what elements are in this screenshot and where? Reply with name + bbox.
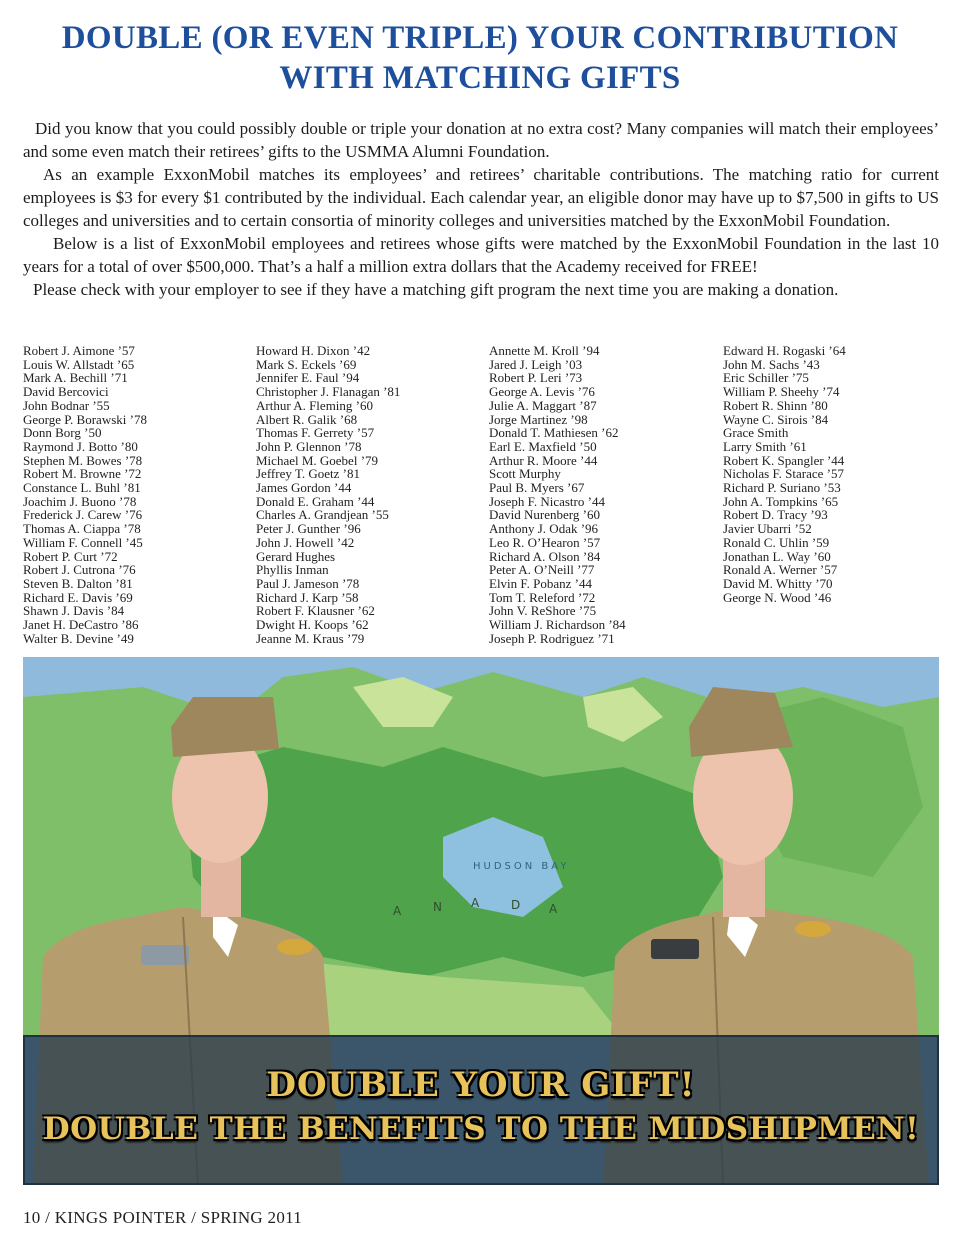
donor-name: Robert D. Tracy ’93 [723,507,828,523]
paragraph-intro: Did you know that you could possibly double or triple your donation at no extra cost? Many companies will match their employees’ and some even match their retirees’ gifts to the USMMA Alumni Foundation. [23,119,939,161]
donor-name: Christopher J. Flanagan ’81 [256,384,401,400]
donor-name: John P. Glennon ’78 [256,438,362,454]
donor-name: David M. Whitty ’70 [723,575,833,591]
page-footer: 10 / KINGS POINTER / SPRING 2011 [23,1208,303,1227]
donor-name: Richard A. Olson ’84 [489,548,601,564]
donor-name: William J. Richardson ’84 [489,617,626,633]
donor-name: Stephen M. Bowes ’78 [23,452,143,468]
map-label-letter: A [549,902,558,916]
insignia-pin-right [795,921,831,937]
donor-name: Steven B. Dalton ’81 [23,575,133,591]
call-to-action-banner [23,1035,939,1185]
donor-name: Shawn J. Davis ’84 [23,603,125,619]
map-label-letter: A [393,904,402,918]
donor-name: Jennifer E. Faul ’94 [256,370,360,386]
donor-name: Louis W. Allstadt ’65 [23,356,135,372]
donor-name: Ronald C. Uhlin ’59 [723,534,830,550]
donor-name: Ronald A. Werner ’57 [723,562,838,578]
donor-name: Peter J. Gunther ’96 [256,521,361,537]
donor-name: David Nurenberg ’60 [489,507,600,523]
donor-name: Robert J. Aimone ’57 [23,343,135,358]
donor-name: Annette M. Kroll ’94 [489,343,600,358]
donor-name: Richard E. Davis ’69 [23,589,133,605]
donor-name: Charles A. Grandjean ’55 [256,507,389,523]
donor-name: Robert M. Browne ’72 [23,466,142,482]
donor-column-4 [723,344,846,604]
donor-column-2 [256,344,400,645]
donor-name: Edward H. Rogaski ’64 [723,343,846,358]
donor-name: William F. Connell ’45 [23,534,143,550]
name-tag-left [141,945,189,965]
donor-name: Mark A. Bechill ’71 [23,370,128,386]
donor-name: Robert P. Leri ’73 [489,370,583,386]
donor-name: Jared J. Leigh ’03 [489,356,583,372]
donor-name: Walter B. Devine ’49 [23,630,134,646]
donor-name: Constance L. Buhl ’81 [23,480,141,496]
donor-name: Dwight H. Koops ’62 [256,617,369,633]
donor-name: Janet H. DeCastro ’86 [23,617,139,633]
donor-name: Scott Murphy [489,466,561,482]
donor-name: Donald E. Graham ’44 [256,493,375,509]
paragraph-call-to-action: Please check with your employer to see if they have a matching gift program the next time you are making a donation. [33,280,839,299]
map-label-letter: D [511,898,521,912]
donor-name: Michael M. Goebel ’79 [256,452,379,468]
midshipmen-photo [23,657,939,1185]
donor-name: John Bodnar ’55 [23,397,110,413]
insignia-pin-left [277,939,313,955]
donor-name: Joachim J. Buono ’78 [23,493,137,509]
map-label-letter: N [433,900,442,914]
name-tag-right [651,939,699,959]
donor-column-3 [489,344,626,645]
donor-name: John A. Tompkins ’65 [723,493,839,509]
donor-name: Eric Schiller ’75 [723,370,809,386]
donor-name: Phyllis Inman [256,562,329,578]
donor-name: Thomas F. Gerrety ’57 [256,425,375,441]
donor-name: James Gordon ’44 [256,480,352,496]
donor-name: Jorge Martinez ’98 [489,411,588,427]
donor-name: Grace Smith [723,425,789,441]
donor-name: Joseph F. Nicastro ’44 [489,493,605,509]
donor-name: George A. Levis ’76 [489,384,595,400]
paragraph-list-intro: Below is a list of ExxonMobil employees and retirees whose gifts were matched by the ExxonMobil Foundation in the last 10 years for a total of over $500,000. That’s a half a million extra dollars that the Academy received for FREE! [23,234,939,276]
donor-name: Richard P. Suriano ’53 [723,480,841,496]
donor-name: Arthur R. Moore ’44 [489,452,598,468]
donor-name: Paul B. Myers ’67 [489,480,585,496]
donor-name: Robert R. Shinn ’80 [723,397,828,413]
map-label-hudson-bay: HUDSON BAY [473,861,570,872]
donor-name: Jeanne M. Kraus ’79 [256,630,365,646]
donor-name: Wayne C. Sirois ’84 [723,411,829,427]
donor-column-1 [23,344,147,645]
donor-name: Richard J. Karp ’58 [256,589,359,605]
donor-name: Tom T. Releford ’72 [489,589,596,605]
donor-name: Larry Smith ’61 [723,438,807,454]
donor-name: Jonathan L. Way ’60 [723,548,831,564]
donor-name: Joseph P. Rodriguez ’71 [489,630,615,646]
donor-name: Mark S. Eckels ’69 [256,356,357,372]
donor-name: George N. Wood ’46 [723,589,832,605]
donor-name: Gerard Hughes [256,548,336,564]
page-title-line-1: DOUBLE (OR EVEN TRIPLE) YOUR CONTRIBUTION [61,20,899,56]
banner-headline: DOUBLE YOUR GIFT! [266,1065,696,1105]
page-title-line-2: WITH MATCHING GIFTS [279,60,681,96]
donor-name: Thomas A. Ciappa ’78 [23,521,141,537]
donor-name: David Bercovici [23,384,109,400]
donor-name: Robert F. Klausner ’62 [256,603,375,619]
donor-name: George P. Borawski ’78 [23,411,147,427]
page-title [0,18,960,98]
map-label-letter: A [471,896,480,910]
donor-name: Leo R. O’Hearon ’57 [489,534,601,550]
donor-name: Robert K. Spangler ’44 [723,452,845,468]
donor-name: John J. Howell ’42 [256,534,355,550]
donor-name: Arthur A. Fleming ’60 [256,397,373,413]
donor-name: Jeffrey T. Goetz ’81 [256,466,360,482]
donor-name: Javier Ubarri ’52 [723,521,812,537]
donor-name: Robert J. Cutrona ’76 [23,562,136,578]
donor-name: Paul J. Jameson ’78 [256,575,360,591]
donor-name-list [0,344,960,649]
donor-name: Albert R. Galik ’68 [256,411,358,427]
donor-name: Howard H. Dixon ’42 [256,343,371,358]
donor-name: Peter A. O’Neill ’77 [489,562,595,578]
banner-subheadline: DOUBLE THE BENEFITS TO THE MIDSHIPMEN! [42,1111,920,1147]
donor-name: John M. Sachs ’43 [723,356,820,372]
paragraph-example: As an example ExxonMobil matches its employees’ and retirees’ charitable contributions. The matching ratio for current employees is $3 for every $1 contributed by the individual. Each calendar year, an eligible donor may have up to $7,500 in gifts to US colleges and universities and to certain consortia of minority colleges and universities matched by the ExxonMobil Foundation. [23,165,939,230]
article-body [23,117,939,301]
donor-name: Raymond J. Botto ’80 [23,438,138,454]
donor-name: Julie A. Maggart ’87 [489,397,597,413]
donor-name: Donald T. Mathiesen ’62 [489,425,619,441]
donor-name: John V. ReShore ’75 [489,603,597,619]
donor-name: Frederick J. Carew ’76 [23,507,143,523]
donor-name: William P. Sheehy ’74 [723,384,840,400]
donor-name: Donn Borg ’50 [23,425,102,441]
donor-name: Earl E. Maxfield ’50 [489,438,597,454]
donor-name: Anthony J. Odak ’96 [489,521,599,537]
donor-name: Nicholas F. Starace ’57 [723,466,844,482]
donor-name: Elvin F. Pobanz ’44 [489,575,592,591]
donor-name: Robert P. Curt ’72 [23,548,118,564]
